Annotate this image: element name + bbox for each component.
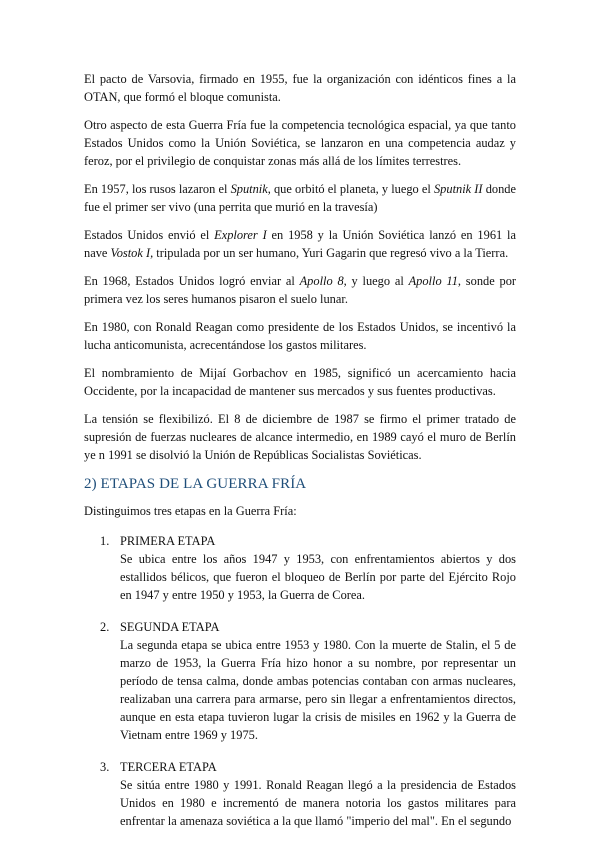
text-run: , que orbitó el planeta, y luego el <box>267 182 434 196</box>
stage-body: La segunda etapa se ubica entre 1953 y 1980. Con la muerte de Stalin, el 5 de marzo de 1953, la Guerra Fría hizo honor a su nombre, por representar un período de tensa calma, donde ambas potencias contaban con armas nucleares, realizaban una carrera para armarse, pero sin llegar a enfrentamientos directos, aunque en esta etapa tuvieron lugar la crisis de misiles en 1962 y la Guerra de Vietnam entre 1969 y 1975. <box>120 638 516 742</box>
list-item <box>84 758 516 830</box>
paragraph-gorbachov: El nombramiento de Mijaí Gorbachov en 1985, significó un acercamiento hacia Occidente, por la incapacidad de mantener sus mercados y sus fuentes productivas. <box>84 366 516 398</box>
list-number: 1. <box>100 534 110 548</box>
paragraph-reagan: En 1980, con Ronald Reagan como presidente de los Estados Unidos, se incentivó la lucha anticomunista, acrecentándose los gastos militares. <box>84 320 516 352</box>
list-item <box>84 532 516 604</box>
list-item <box>84 618 516 744</box>
spacecraft-name: Sputnik <box>230 182 268 196</box>
paragraph-varsovia: El pacto de Varsovia, firmado en 1955, fue la organización con idénticos fines a la OTAN, que formó el bloque comunista. <box>84 72 516 104</box>
stage-body: Se sitúa entre 1980 y 1991. Ronald Reagan llegó a la presidencia de Estados Unidos en 1980 e incrementó de manera notoria los gastos militares para enfrentar la amenaza soviética a la que llamó "imperio del mal". En el segundo <box>120 778 516 828</box>
spacecraft-name: Sputnik II <box>433 182 483 196</box>
list-number: 3. <box>100 760 110 774</box>
paragraph-tension: La tensión se flexibilizó. El 8 de diciembre de 1987 se firmo el primer tratado de supresión de fuerzas nucleares de alcance intermedio, en 1989 cayó el muro de Berlín ye n 1991 se disolvió la Unión de Repúblicas Socialistas Soviéticas. <box>84 412 516 462</box>
text-run: En 1957, los rusos lazaron el <box>84 182 231 196</box>
text-run: Estados Unidos envió el <box>84 228 215 242</box>
stage-body: Se ubica entre los años 1947 y 1953, con enfrentamientos abiertos y dos estallidos bélicos, que fueron el bloqueo de Berlín por parte del Ejército Rojo en 1947 y entre 1950 y 1953, la Guerra de Corea. <box>120 552 516 602</box>
paragraph-apollo <box>84 272 516 308</box>
text-run: En 1968, Estados Unidos logró enviar al <box>84 274 300 288</box>
spacecraft-name: Apollo 11 <box>408 274 458 288</box>
stage-title: TERCERA ETAPA <box>120 760 217 774</box>
text-run: tripulada por un ser humano, Yuri Gagarin que regresó vivo a la Tierra. <box>153 246 509 260</box>
spacecraft-name: Vostok I, <box>110 246 154 260</box>
list-number: 2. <box>100 620 110 634</box>
spacecraft-name: Apollo 8, <box>299 274 347 288</box>
section-heading: 2) ETAPAS DE LA GUERRA FRÍA <box>84 476 307 492</box>
stages-list <box>84 532 516 830</box>
text-run: y luego al <box>346 274 409 288</box>
spacecraft-name: Explorer I <box>214 228 267 242</box>
paragraph-explorer <box>84 226 516 262</box>
text-run: en 1958 y la Unión Soviética lanzó en 1961 la nave <box>84 228 516 260</box>
stage-title: PRIMERA ETAPA <box>120 534 216 548</box>
stage-title: SEGUNDA ETAPA <box>120 620 220 634</box>
text-run: , sonde por primera vez los seres humanos pisaron el suelo lunar. <box>84 274 517 306</box>
paragraph-space-race: Otro aspecto de esta Guerra Fría fue la competencia tecnológica espacial, ya que tanto Estados Unidos como la Unión Soviética, se lanzaron en una competencia audaz y feroz, por el privilegio de conquistar zonas más allá de los límites terrestres. <box>84 118 516 168</box>
section-intro: Distinguimos tres etapas en la Guerra Fría: <box>84 504 297 518</box>
paragraph-sputnik <box>84 180 516 216</box>
text-run: donde fue el primer ser vivo (una perrita que murió en la travesía) <box>84 182 516 214</box>
